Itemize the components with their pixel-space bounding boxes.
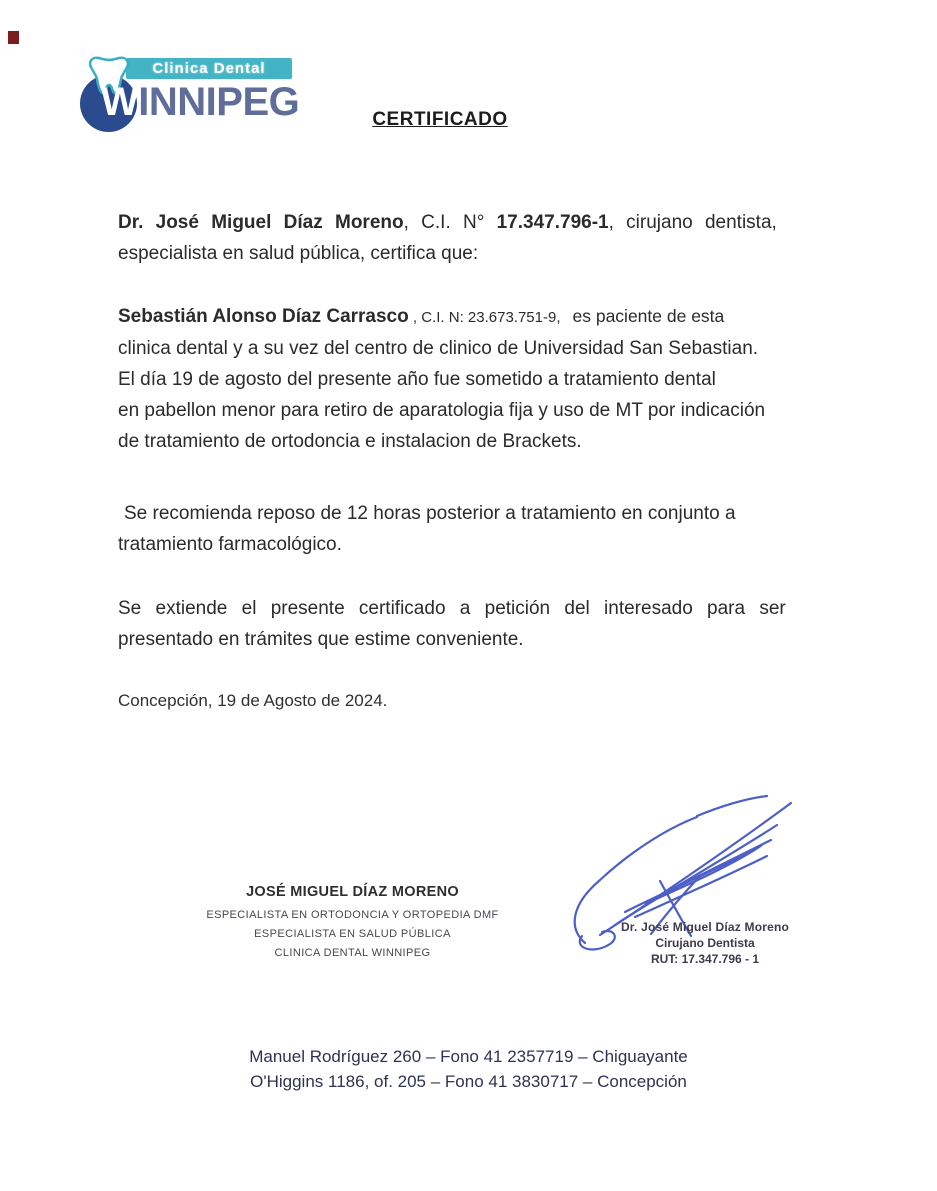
patient-line4: en pabellon menor para retiro de aparatologia fija y uso de MT por indicación [118,400,766,421]
signatory-specialty-2: ESPECIALISTA EN SALUD PÚBLICA [254,928,451,940]
logo-banner-text: Clinica Dental [152,60,266,77]
clinic-logo [80,54,305,134]
doctor-stamp [600,919,810,967]
stamp-doctor-name: Dr. José Miguel Díaz Moreno [620,920,790,934]
footer-address-1: Manuel Rodríguez 260 – Fono 41 2357719 – Chiguayante [249,1047,688,1066]
signatory-block [165,884,540,963]
rest-line2: tratamiento farmacológico. [118,534,342,555]
stamp-doctor-rut: RUT: 17.347.796 - 1 [650,952,760,966]
certificate-title-text: CERTIFICADO [372,109,508,130]
stamp-doctor-title: Cirujano Dentista [655,936,755,950]
doctor-intro-line1 [118,207,851,238]
rest-line1: Se recomienda reposo de 12 horas posterior a tratamiento en conjunto a [124,503,736,524]
date-line: Concepción, 19 de Agosto de 2024. [118,691,388,710]
issuance-paragraph [118,593,851,655]
patient-line2: clinica dental y a su vez del centro de clinico de Universidad San Sebastian. [118,338,759,359]
doctor-intro-line2: especialista en salud pública, certifica que: [118,243,479,264]
logo-brand-text [101,78,299,126]
logo-brand-w: W [101,80,139,124]
signatory-specialty-1: ESPECIALISTA EN ORTODONCIA Y ORTOPEDIA DMF [206,909,499,921]
footer-address-2: O'Higgins 1186, of. 205 – Fono 41 3830717 – Concepción [250,1072,687,1091]
patient-ci-number: , C.I. N: 23.673.751-9, [408,309,561,326]
footer-addresses [0,1044,937,1094]
logo-banner [126,58,292,79]
doctor-name: Dr. José Miguel Díaz Moreno [118,212,404,233]
patient-line1-tail: es paciente de esta [572,306,725,326]
doctor-ci-number: 17.347.796-1 [496,212,609,233]
issuance-line2: presentado en trámites que estime conveniente. [118,629,524,650]
scan-artifact-mark [8,31,19,44]
patient-paragraph [118,301,851,457]
signatory-clinic: CLINICA DENTAL WINNIPEG [274,947,431,959]
patient-line1 [118,301,851,333]
doctor-title-text: , cirujano dentista, [608,212,777,233]
patient-line5: de tratamiento de ortodoncia e instalacion de Brackets. [118,431,582,452]
rest-recommendation-paragraph [118,498,851,560]
patient-line3: El día 19 de agosto del presente año fue sometido a tratamiento dental [118,369,716,390]
logo-brand-rest: INNIPEG [138,80,300,124]
issuance-line1: Se extiende el presente certificado a petición del interesado para ser [118,598,786,619]
signatory-name: JOSÉ MIGUEL DÍAZ MORENO [246,884,459,900]
doctor-intro-paragraph [118,207,851,269]
doctor-ci-label: , C.I. N° [403,212,497,233]
patient-name: Sebastián Alonso Díaz Carrasco [118,306,409,327]
